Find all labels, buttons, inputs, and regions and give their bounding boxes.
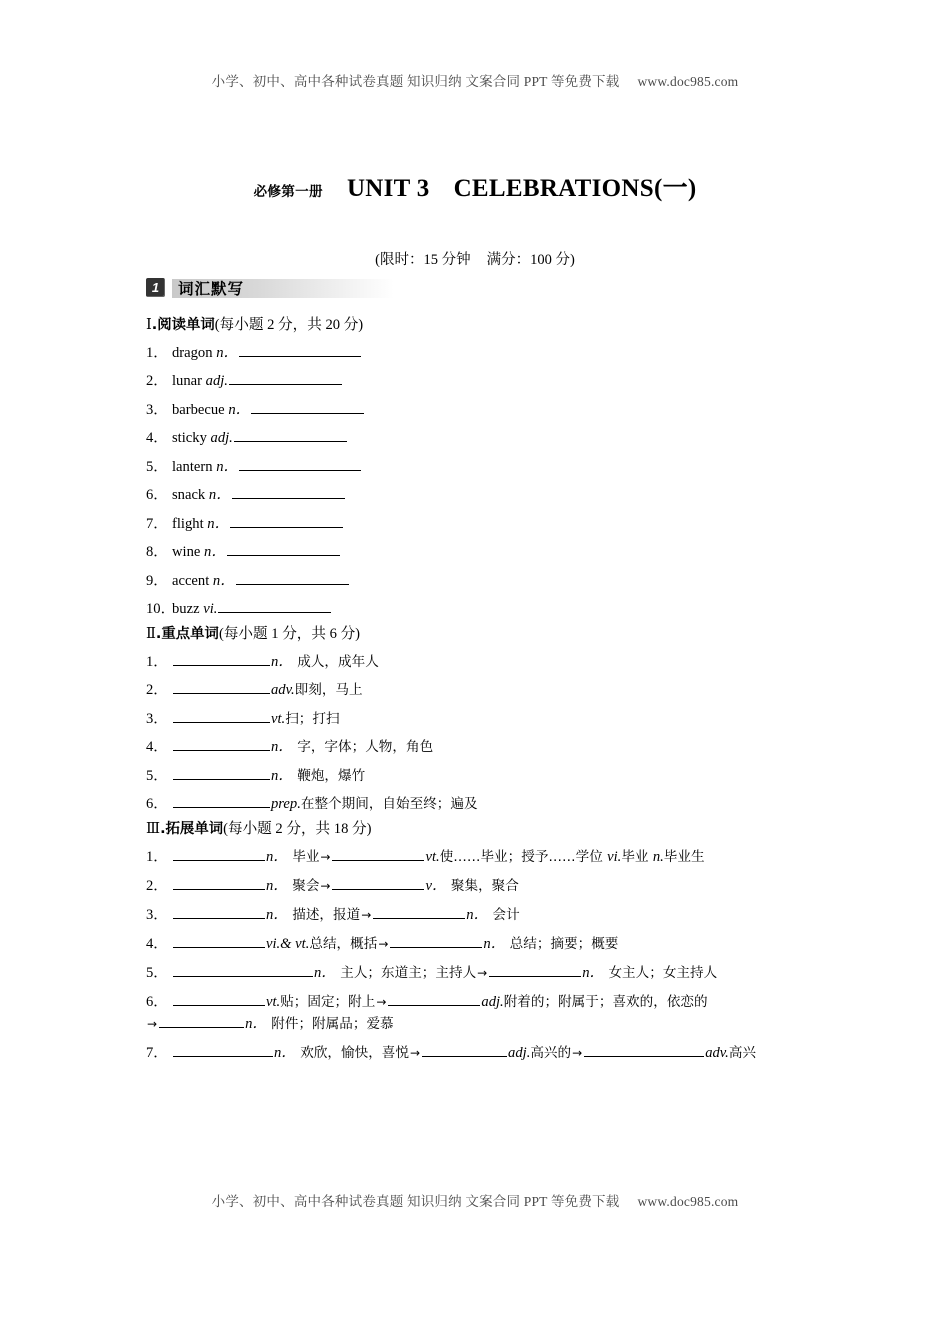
answer-blank[interactable] (332, 876, 424, 890)
part-of-speech: n． (245, 1015, 267, 1032)
item-number: 6． (146, 796, 168, 813)
part-of-speech: vi. (607, 848, 622, 865)
item-number: 4． (146, 739, 168, 756)
answer-blank[interactable] (173, 794, 270, 808)
part-of-speech: n． (266, 848, 288, 865)
answer-blank[interactable] (230, 514, 343, 528)
english-word: accent (172, 572, 210, 589)
arrow-icon: → (147, 1016, 158, 1031)
part-of-speech: adj. (481, 993, 504, 1010)
part-of-speech: vt. (271, 710, 286, 727)
part-of-speech: n. (652, 848, 664, 865)
part-of-speech: n． (271, 739, 293, 756)
section-header (146, 277, 246, 298)
extend-word-item (146, 1042, 806, 1064)
chinese-meaning: 主人；东道主；主持人 (335, 964, 477, 981)
answer-blank[interactable] (173, 709, 270, 723)
reading-word-item (146, 513, 806, 535)
extend-word-item (146, 904, 806, 926)
extend-word-item (146, 933, 806, 955)
answer-blank[interactable] (390, 934, 482, 948)
arrow-icon: → (361, 907, 372, 922)
part-of-speech: n． (208, 487, 231, 504)
answer-blank[interactable] (584, 1043, 704, 1057)
part-of-speech: n． (228, 401, 251, 418)
item-number: 10． (146, 601, 176, 618)
answer-blank[interactable] (159, 1014, 244, 1028)
english-word: sticky (172, 430, 207, 447)
part-of-speech: prep. (271, 796, 301, 813)
part-name-reading: .阅读单词 (151, 317, 215, 333)
chinese-meaning: 附着的；附属于；喜欢的，依恋的 (503, 993, 708, 1010)
page-title (0, 168, 950, 204)
key-word-item (146, 651, 806, 673)
chinese-meaning: 毕业 (287, 848, 320, 865)
answer-blank[interactable] (251, 400, 364, 414)
part-of-speech: n． (266, 906, 288, 923)
item-number: 7． (146, 515, 168, 532)
answer-blank[interactable] (173, 876, 265, 890)
part-roman-reading: Ⅰ (146, 317, 152, 333)
english-word: dragon (172, 344, 213, 361)
answer-blank[interactable] (173, 963, 313, 977)
part-of-speech: n． (207, 515, 230, 532)
part-score-reading: (每小题 2 分，共 20 分) (214, 317, 364, 333)
reading-word-list (146, 342, 806, 621)
item-number: 5． (146, 767, 168, 784)
answer-blank[interactable] (232, 485, 345, 499)
part-score-extend: (每小题 2 分，共 18 分) (223, 821, 372, 838)
section-title: 词汇默写 (178, 279, 245, 298)
part-of-speech: vt. (266, 993, 281, 1010)
chinese-meaning: 总结，概括 (309, 935, 378, 952)
arrow-icon: → (376, 994, 387, 1009)
reading-word-item (146, 370, 806, 392)
answer-blank[interactable] (173, 737, 270, 751)
key-word-item (146, 765, 806, 787)
part-of-speech: n． (216, 344, 239, 361)
arrow-icon: → (378, 936, 389, 951)
key-word-item (146, 793, 806, 815)
extend-word-item (146, 991, 806, 1035)
watermark-header-url: www.doc985.com (637, 74, 739, 89)
answer-blank[interactable] (239, 343, 361, 357)
chinese-meaning: 聚会 (287, 877, 320, 894)
part-of-speech: n． (466, 906, 489, 923)
item-number: 3． (146, 906, 168, 923)
reading-word-item (146, 570, 806, 592)
part-of-speech: n． (266, 877, 288, 894)
reading-word-item (146, 399, 806, 421)
title-book: 必修第一册 (253, 184, 323, 200)
item-number: 7． (146, 1044, 168, 1061)
item-number: 6． (146, 487, 168, 504)
key-word-item (146, 708, 806, 730)
arrow-icon: → (477, 965, 488, 980)
english-word: snack (172, 487, 206, 504)
part-of-speech: n． (271, 653, 293, 670)
answer-blank[interactable] (489, 963, 581, 977)
item-number: 8． (146, 544, 168, 561)
english-word: buzz (172, 601, 200, 618)
part-roman-key: Ⅱ (146, 626, 156, 643)
answer-blank[interactable] (173, 766, 270, 780)
part-of-speech: adv. (705, 1044, 729, 1061)
answer-blank[interactable] (173, 1043, 273, 1057)
item-number: 4． (146, 430, 168, 447)
chinese-meaning: 欢欣，愉快，喜悦 (295, 1044, 409, 1061)
chinese-meaning: 使……毕业；授予……学位 (439, 848, 608, 865)
item-number: 1． (146, 653, 168, 670)
answer-blank[interactable] (173, 847, 265, 861)
reading-word-item (146, 598, 806, 620)
title-name: CELEBRATIONS(一) (453, 175, 697, 202)
part-of-speech: n． (204, 544, 226, 561)
chinese-meaning: 成人，成年人 (292, 653, 379, 670)
chinese-meaning: 高兴的 (530, 1044, 572, 1061)
part-of-speech: n． (314, 964, 336, 981)
item-number: 3． (146, 401, 168, 418)
extend-word-item (146, 846, 806, 868)
part-name-key: .重点单词 (155, 626, 219, 643)
part-of-speech: vt. (425, 848, 440, 865)
key-word-item (146, 679, 806, 701)
english-word: barbecue (172, 401, 225, 418)
time-limit-label: (限时：15 分钟 (375, 252, 471, 268)
part-heading-key (146, 627, 806, 642)
key-word-item (146, 736, 806, 758)
arrow-icon: → (320, 878, 331, 893)
answer-blank[interactable] (234, 428, 347, 442)
part-of-speech: n． (274, 1044, 296, 1061)
part-of-speech: adj. (508, 1044, 531, 1061)
answer-blank[interactable] (236, 571, 349, 585)
part-of-speech: adj. (210, 430, 233, 447)
answer-blank[interactable] (173, 934, 265, 948)
part-of-speech: n． (212, 572, 235, 589)
watermark-footer-url: www.doc985.com (637, 1194, 739, 1209)
answer-blank[interactable] (229, 371, 342, 385)
item-number: 4． (146, 935, 168, 952)
part-of-speech: n． (582, 964, 605, 981)
exam-meta (0, 248, 950, 269)
arrow-icon: → (572, 1045, 583, 1060)
chinese-meaning: 鞭炮，爆竹 (292, 767, 366, 784)
reading-word-item (146, 427, 806, 449)
key-word-list (146, 651, 806, 816)
chinese-meaning: 聚集，聚合 (446, 877, 519, 894)
chinese-meaning: 描述，报道 (287, 906, 361, 923)
reading-word-item (146, 484, 806, 506)
answer-blank[interactable] (227, 542, 340, 556)
section-title-bar (176, 277, 246, 298)
chinese-meaning: 贴；固定；附上 (280, 993, 376, 1010)
section-number-badge: 1 (146, 278, 165, 297)
watermark-header (0, 70, 950, 90)
chinese-meaning: 高兴 (728, 1044, 757, 1061)
answer-blank[interactable] (422, 1043, 507, 1057)
reading-word-item (146, 456, 806, 478)
item-number: 1． (146, 344, 168, 361)
part-of-speech: vi. (203, 601, 218, 618)
answer-blank[interactable] (388, 992, 480, 1006)
arrow-icon: → (409, 1045, 421, 1060)
english-word: flight (172, 515, 204, 532)
part-score-key: (每小题 1 分，共 6 分) (218, 626, 361, 643)
extend-word-item (146, 875, 806, 897)
answer-blank[interactable] (373, 905, 465, 919)
part-name-extend: .拓展单词 (160, 821, 224, 838)
part-of-speech: v． (425, 877, 447, 894)
part-of-speech: n． (216, 458, 239, 475)
arrow-icon: → (320, 849, 331, 864)
item-number: 3． (146, 710, 168, 727)
exercise-content (146, 318, 806, 1071)
chinese-meaning: 扫；打扫 (285, 710, 340, 727)
part-of-speech: n． (271, 767, 293, 784)
answer-blank[interactable] (173, 992, 265, 1006)
answer-blank[interactable] (173, 905, 265, 919)
chinese-meaning: 女主人；女主持人 (604, 964, 718, 981)
part-of-speech: adv. (271, 682, 295, 699)
item-number: 6． (146, 993, 168, 1010)
answer-blank[interactable] (218, 599, 331, 613)
full-score-label: 满分：100 分) (486, 252, 575, 268)
item-number: 1． (146, 848, 168, 865)
item-number: 2． (146, 877, 168, 894)
chinese-meaning: 即刻，马上 (294, 682, 363, 699)
chinese-meaning: 附件；附属品；爱慕 (266, 1015, 394, 1032)
chinese-meaning: 在整个期间，自始至终；遍及 (300, 796, 478, 813)
item-number: 9． (146, 572, 168, 589)
chinese-meaning: 毕业生 (663, 848, 705, 865)
watermark-footer (0, 1190, 950, 1210)
part-heading-reading (146, 318, 806, 333)
item-number: 2． (146, 682, 168, 699)
item-number: 5． (146, 458, 168, 475)
chinese-meaning: 总结；摘要；概要 (505, 935, 619, 952)
watermark-header-text: 小学、初中、高中各种试卷真题 知识归纳 文案合同 PPT 等免费下载 (211, 74, 620, 89)
extend-word-list (146, 846, 806, 1064)
part-of-speech: n． (483, 935, 506, 952)
answer-blank[interactable] (173, 652, 270, 666)
watermark-footer-text: 小学、初中、高中各种试卷真题 知识归纳 文案合同 PPT 等免费下载 (211, 1194, 620, 1209)
answer-blank[interactable] (173, 680, 270, 694)
part-of-speech: adj. (205, 373, 228, 390)
part-roman-extend: Ⅲ (146, 821, 161, 838)
part-heading-extend (146, 822, 806, 837)
answer-blank[interactable] (332, 847, 424, 861)
answer-blank[interactable] (239, 457, 361, 471)
chinese-meaning: 字，字体；人物，角色 (292, 739, 434, 756)
reading-word-item (146, 541, 806, 563)
english-word: wine (172, 544, 201, 561)
item-number: 5． (146, 964, 168, 981)
chinese-meaning: 毕业 (621, 848, 653, 865)
item-number: 2． (146, 373, 168, 390)
english-word: lunar (172, 373, 202, 390)
title-unit: UNIT 3 (346, 175, 430, 202)
reading-word-item (146, 342, 806, 364)
part-of-speech: vi.& vt. (266, 935, 310, 952)
english-word: lantern (172, 458, 213, 475)
extend-word-item (146, 962, 806, 984)
chinese-meaning: 会计 (488, 906, 520, 923)
